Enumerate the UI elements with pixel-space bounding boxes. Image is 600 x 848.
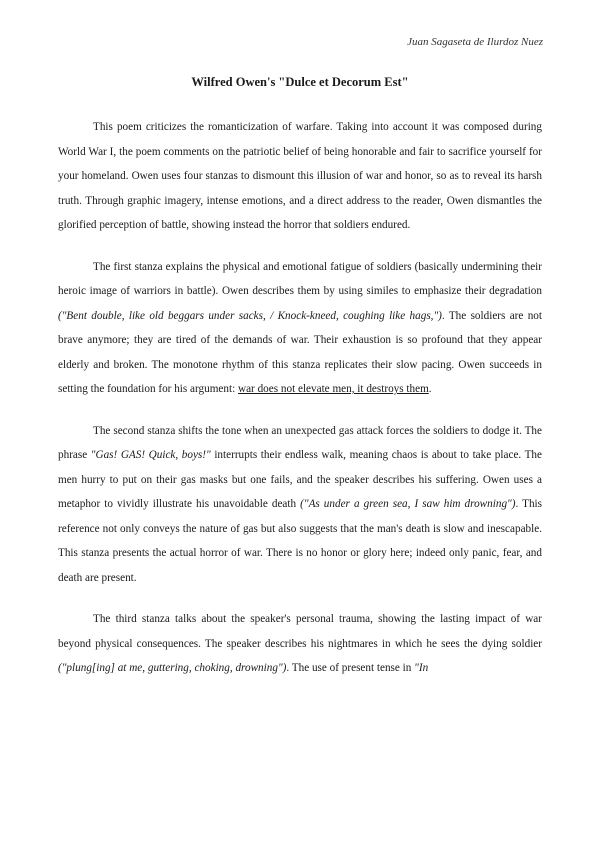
document-title: Wilfred Owen's "Dulce et Decorum Est" [191,75,409,89]
document-body [58,115,542,698]
underlined-argument: war does not elevate men, it destroys them [238,383,429,395]
paragraph-text: . The soldiers are not brave anymore; they are tired of the demands of war. Their exhaustion is so profound that they appear elderly and broken. The monotone rhythm of this stanza replicates their slow pacing. Owen succeeds in setting the foundation for his argument: [58,309,542,395]
paragraph-third-stanza [58,607,542,681]
quote-text: "Gas! GAS! Quick, boys!" [90,449,211,461]
paragraph-text: interrupts their endless walk, meaning chaos is about to take place. The men hurry to put on their gas masks but one fails, and the speaker describes his suffering. Owen uses a metaphor to vividly illustrate his unavoidable death [58,449,542,510]
paragraph-text: The first stanza explains the physical and emotional fatigue of soldiers (basically undermining their heroic image of warriors in battle). Owen describes them by using similes to emphasize their degradation [58,260,542,297]
paragraph-text: . [428,383,432,395]
paragraph-second-stanza [58,419,542,591]
paragraph-intro [58,115,542,238]
quote-text: "In [414,662,429,674]
quote-text: ("As under a green sea, I saw him drowning") [300,498,516,510]
paragraph-first-stanza [58,255,542,402]
paragraph-text: This poem criticizes the romanticization of warfare. Taking into account it was composed during World War I, the poem comments on the patriotic belief of being honorable and fair to sacrifice yourself for your homeland. Owen uses four stanzas to dismount this illusion of war and honor, so as to reveal its harsh truth. Through graphic imagery, intense emotions, and a direct address to the reader, Owen dismantles the glorified perception of battle, showing instead the horror that soldiers endured. [58,121,542,231]
quote-text: ("plung[ing] at me, guttering, choking, drowning") [58,662,287,674]
paragraph-text: . The use of present tense in [286,662,415,674]
paragraph-text: . This reference not only conveys the nature of gas but also suggests that the man's death is slow and inescapable. This stanza presents the actual horror of war. There is no honor or glory here; indeed only panic, fear, and death are present. [58,498,543,584]
paragraph-text: The second stanza shifts the tone when an unexpected gas attack forces the soldiers to dodge it. The phrase [58,424,542,461]
paragraph-text: The third stanza talks about the speaker's personal trauma, showing the lasting impact of war beyond physical consequences. The speaker describes his nightmares in which he sees the dying soldier [58,613,542,650]
quote-text: ("Bent double, like old beggars under sacks, / Knock-kneed, coughing like hags,") [58,309,442,322]
author-header: Juan Sagaseta de Ilurdoz Nuez [407,36,543,48]
